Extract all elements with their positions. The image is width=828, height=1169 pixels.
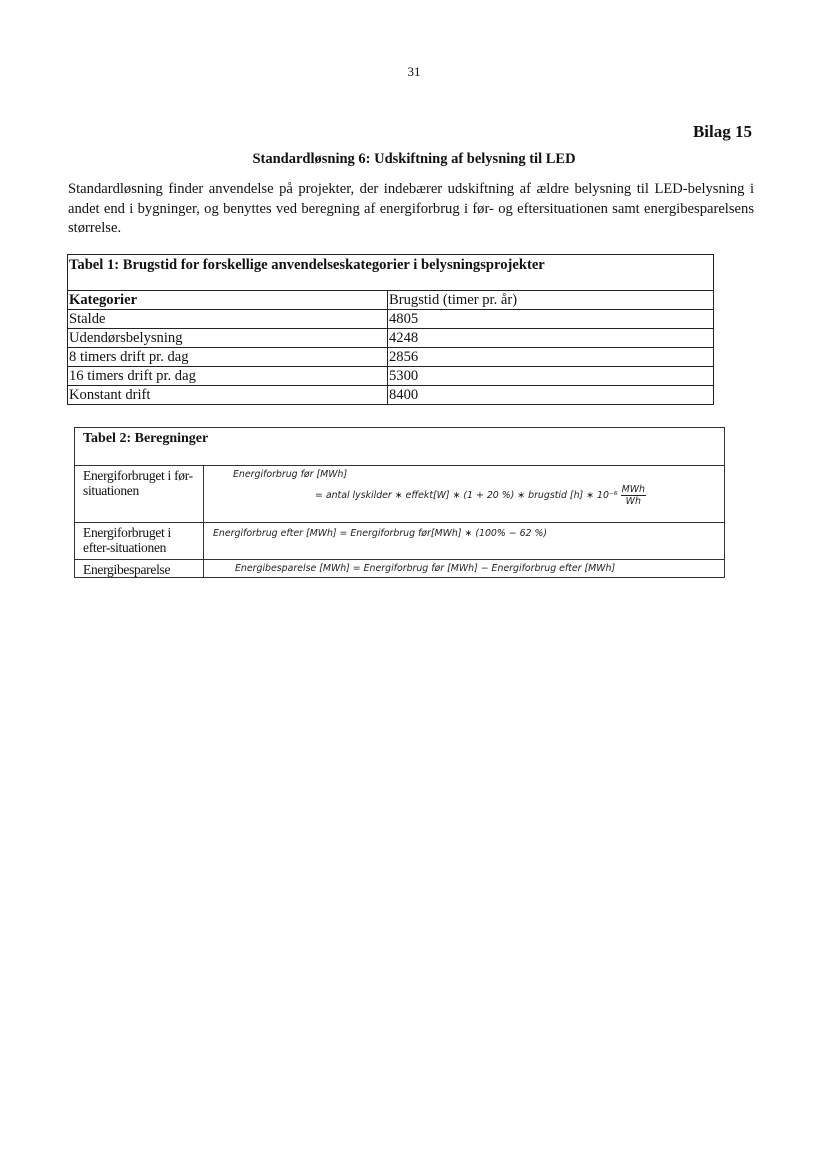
formula-line: Energiforbrug før [MWh] [233, 469, 348, 480]
category-cell: 8 timers drift pr. dag [68, 348, 388, 367]
intro-paragraph: Standardløsning finder anvendelse på projekter, der indebærer udskiftning af ældre belysning til LED-belysning i andet end i bygninger, og benyttes ved beregning af energiforbrug i før- og eftersituationen samt energibesparelsens størrelse. [68, 181, 754, 236]
formula-cell [204, 560, 725, 578]
table-title-row [68, 255, 714, 291]
table-row [75, 466, 725, 523]
formula-line [205, 480, 723, 511]
formula-cell [204, 523, 725, 560]
usage-time-table [67, 254, 714, 405]
usage-cell: 5300 [388, 367, 714, 386]
table-row [68, 367, 714, 386]
formula-expression: = antal lyskilder ∗ effekt[W] ∗ (1 + 20 %) ∗ brugstid [h] ∗ 10⁻⁶ [315, 490, 618, 501]
header-usage-time: Brugstid (timer pr. år) [388, 291, 714, 310]
fraction-numerator: MWh [621, 484, 645, 495]
row-label: Energiforbruget i efter-situationen [75, 523, 204, 560]
unit-fraction [621, 484, 646, 507]
table-row [68, 329, 714, 348]
row-label: Energibesparelse [75, 560, 204, 578]
usage-cell: 8400 [388, 386, 714, 405]
usage-cell: 4248 [388, 329, 714, 348]
category-cell: Konstant drift [68, 386, 388, 405]
table1-title: Tabel 1: Brugstid for forskellige anvendelseskategorier i belysningsprojekter [68, 255, 714, 291]
document-title: Standardløsning 6: Udskiftning af belysning til LED [252, 151, 576, 167]
formula-line: Energibesparelse [MWh] = Energiforbrug før [MWh] − Energiforbrug efter [MWh] [235, 563, 616, 574]
table-row [68, 348, 714, 367]
page-number: 31 [407, 64, 421, 79]
usage-cell: 4805 [388, 310, 714, 329]
category-cell: Udendørsbelysning [68, 329, 388, 348]
formula-line: Energiforbrug efter [MWh] = Energiforbrug før[MWh] ∗ (100% − 62 %) [213, 528, 548, 539]
table-row [75, 523, 725, 560]
category-cell: 16 timers drift pr. dag [68, 367, 388, 386]
calculations-table [74, 427, 725, 578]
table-header-row [68, 291, 714, 310]
header-category: Kategorier [68, 291, 388, 310]
fraction-denominator: Wh [625, 496, 641, 507]
usage-cell: 2856 [388, 348, 714, 367]
formula-cell [204, 466, 725, 523]
table-row [68, 310, 714, 329]
category-cell: Stalde [68, 310, 388, 329]
row-label: Energiforbruget i før-situationen [75, 466, 204, 523]
annex-label: Bilag 15 [692, 122, 752, 141]
table-row [75, 560, 725, 578]
table-title-row [75, 428, 725, 466]
table2-title: Tabel 2: Beregninger [75, 428, 725, 466]
table-row [68, 386, 714, 405]
